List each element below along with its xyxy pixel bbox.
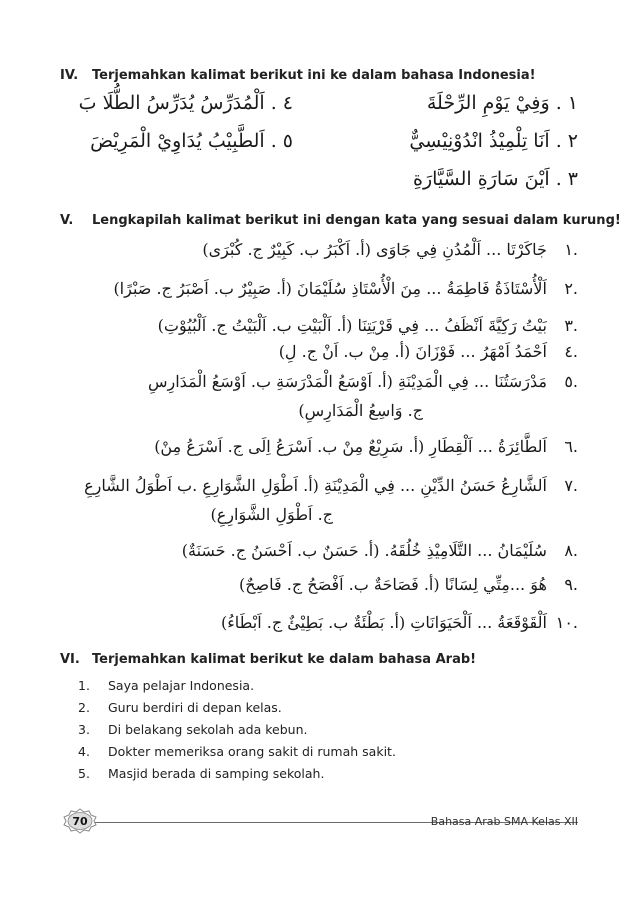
item-number: .٤ bbox=[564, 342, 578, 361]
item-number: .٥ bbox=[564, 372, 578, 391]
exercise-item bbox=[53, 372, 578, 391]
item-number: .٦ bbox=[564, 437, 578, 456]
list-item bbox=[78, 719, 396, 741]
item-number: .٨ bbox=[564, 541, 578, 560]
item-text: اَلْأُسْتَاذَةُ فَاطِمَةُ ... مِنَ الْأُسْتَاذِ سُلَيْمَانَ (أ. صَبِيْرٌ ب. اَصْبَرُ ج. صَبْرًا) bbox=[113, 279, 547, 298]
section-heading-text: Terjemahkan kalimat berikut ini ke dalam bahasa Indonesia! bbox=[92, 68, 536, 83]
exercise-item bbox=[53, 437, 578, 456]
item-text: بَيْتُ رَكِيَّةَ اَنْظَفُ ... فِي قَرْيَتِنَا (أ. اَلْبَيْتِ ب. اَلْبَيْتُ ج. اَلْبُيُوْتِ) bbox=[157, 316, 547, 335]
section-5-heading bbox=[60, 213, 621, 228]
item-number: .١ bbox=[564, 240, 578, 259]
section-numeral: VI. bbox=[60, 652, 80, 667]
exercise-item bbox=[53, 240, 578, 259]
item-text: هُوَ ...مِتِّي لِسَانًا (أ. فَصَاحَةٌ ب. اَفْصَحُ ج. فَاصِحٌ) bbox=[238, 575, 547, 594]
page-number: 70 bbox=[72, 815, 88, 828]
item-text: Di belakang sekolah ada kebun. bbox=[108, 722, 308, 737]
page-number-badge bbox=[62, 808, 98, 834]
section-6-heading bbox=[60, 652, 476, 667]
item-text: سُلَيْمَانُ ... التَّلَامِيْذِ خُلُقَهُ. (أ. حَسَنٌ ب. اَحْسَنُ ج. حَسَنَةٌ) bbox=[181, 541, 547, 560]
item-text: اَلطَّائِرَةُ ... اَلْقِطَارِ (أ. سَرِيْعٌ مِنْ ب. اَسْرَعُ اِلَى ج. اَسْرَعُ مِنْ) bbox=[154, 437, 547, 456]
arabic-sentence: ١ . وَفِيْ يَوْمِ الرِّحْلَةَ bbox=[426, 92, 578, 114]
item-number: 1. bbox=[78, 678, 90, 693]
item-number: .٢ bbox=[564, 279, 578, 298]
exercise-item bbox=[53, 541, 578, 560]
section-numeral: V. bbox=[60, 213, 74, 228]
exercise-item bbox=[53, 279, 578, 298]
translation-list bbox=[78, 675, 396, 785]
item-number: 4. bbox=[78, 744, 90, 759]
section-heading-text: Lengkapilah kalimat berikut ini dengan kata yang sesuai dalam kurung! bbox=[92, 213, 621, 228]
book-title: Bahasa Arab SMA Kelas XII bbox=[430, 815, 578, 828]
arabic-sentence: ٥ . اَلطَّبِيْبُ يُدَاوِيْ الْمَرِيْضَ bbox=[90, 130, 293, 152]
exercise-item bbox=[53, 342, 578, 361]
item-text: جَاكَرْتَا ... اَلْمُدُنِ فِي جَاوَى (أ. اَكْبَرُ ب. كَبِيْرٌ ج. كُبْرَى) bbox=[202, 240, 547, 259]
section-4-heading bbox=[60, 68, 536, 83]
item-number: 2. bbox=[78, 700, 90, 715]
item-text: Guru berdiri di depan kelas. bbox=[108, 700, 282, 715]
list-item bbox=[78, 763, 396, 785]
exercise-item bbox=[53, 575, 578, 594]
item-number: .٧ bbox=[564, 476, 578, 495]
item-number: .٩ bbox=[564, 575, 578, 594]
item-text: Saya pelajar Indonesia. bbox=[108, 678, 255, 693]
arabic-sentence: ٤ . اَلْمُدَرِّسُ يُدَرِّسُ الطُّلَا بَ bbox=[78, 92, 293, 114]
item-text: اَلْقَوْقَعَةُ ... اَلْحَيَوَانَاتِ (أ. بَطْئَةٌ ب. بَطِيْئٌ ج. اَبْطَاءُ) bbox=[221, 613, 547, 632]
exercise-item bbox=[53, 476, 578, 495]
item-continuation: ج. وَاسِعُ الْمَدَارِسِ) bbox=[298, 401, 423, 420]
item-text: اَلشَّارِعُ حَسَنُ الدِّيْنِ ... فِي الْمَدِيْنَةِ (أ. اَطْوَلِ الشَّوَارِعِ .ب اَطْوَلُ الشَّارِعِ bbox=[84, 476, 547, 495]
exercise-item bbox=[53, 316, 578, 335]
item-number: 3. bbox=[78, 722, 90, 737]
section-heading-text: Terjemahkan kalimat berikut ke dalam bahasa Arab! bbox=[92, 652, 477, 667]
item-text: مَدْرَسَتُنَا ... فِي الْمَدِيْنَةِ (أ. اَوْسَعُ الْمَدْرَسَةِ ب. اَوْسَعُ الْمَدَارِسِ bbox=[147, 372, 547, 391]
item-number: 5. bbox=[78, 766, 90, 781]
arabic-sentence: ٢ . اَنَا تِلْمِيْذُ انْدُوْنِيْسِيٌّ bbox=[409, 130, 578, 152]
item-text: اَحْمَدُ اَمْهَرُ ... فَوْزَانَ (أ. مِنْ ب. اَنْ ج. لِ) bbox=[278, 342, 547, 361]
list-item bbox=[78, 697, 396, 719]
section-numeral: IV. bbox=[60, 68, 79, 83]
exercise-item bbox=[53, 613, 578, 632]
item-text: Masjid berada di samping sekolah. bbox=[108, 766, 325, 781]
list-item bbox=[78, 741, 396, 763]
item-number: .٣ bbox=[564, 316, 578, 335]
item-text: Dokter memeriksa orang sakit di rumah sakit. bbox=[108, 744, 396, 759]
list-item bbox=[78, 675, 396, 697]
item-number: .١٠ bbox=[555, 613, 578, 632]
arabic-sentence: ٣ . اَيْنَ سَارَةِ السَّيَّارَةِ bbox=[413, 168, 578, 190]
item-continuation: ج. اَطْوَلِ الشَّوَارِعِ) bbox=[210, 505, 333, 524]
